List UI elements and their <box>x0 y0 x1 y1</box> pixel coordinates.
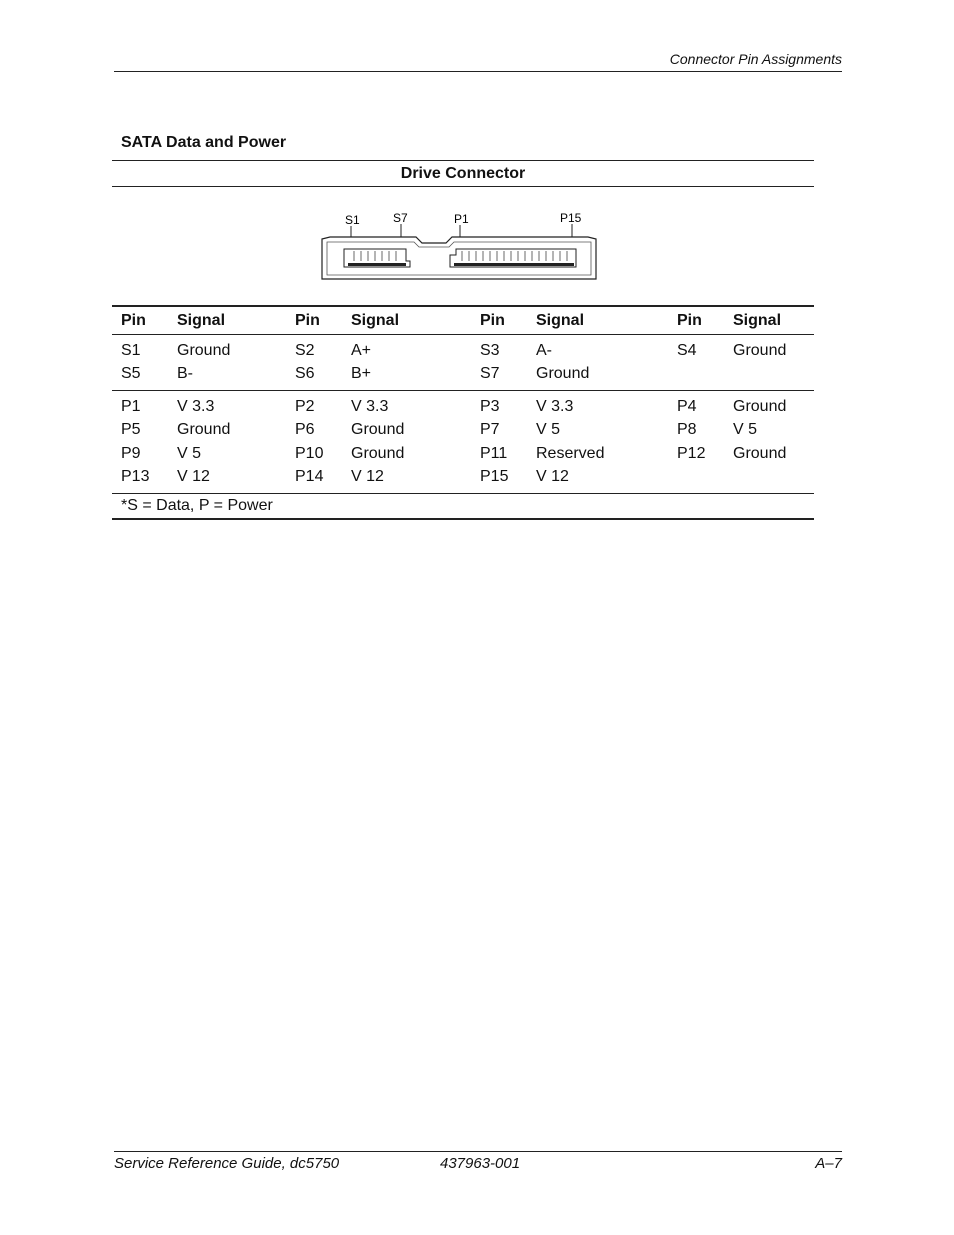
table-cell: P9 <box>121 444 141 462</box>
table-cell: V 12 <box>351 468 384 486</box>
table-cell: Ground <box>177 421 231 439</box>
footer-part-number: 437963-001 <box>440 1155 521 1172</box>
table-cell: P14 <box>295 468 324 486</box>
pin-assignment-table-block <box>112 160 814 520</box>
table-note-row <box>112 494 814 519</box>
table-cell: P7 <box>480 421 500 439</box>
table-cell: A- <box>536 341 552 359</box>
table-cell: V 3.3 <box>168 391 286 419</box>
table-cell: S2 <box>295 341 315 359</box>
table-cell: Reserved <box>536 444 605 462</box>
table-cell: P13 <box>121 468 150 486</box>
table-cell: P4 <box>668 391 724 419</box>
power-pins-group <box>112 391 814 494</box>
column-header: Signal <box>177 311 226 329</box>
table-cell: Ground <box>733 341 787 359</box>
table-cell: Ground <box>733 444 787 462</box>
header-rule <box>114 71 842 72</box>
footer-page-number: A–7 <box>815 1155 842 1172</box>
table-cell: Ground <box>536 365 590 383</box>
table-cell: S5 <box>121 365 141 383</box>
footer-guide-title: Service Reference Guide, dc5750 <box>114 1155 340 1172</box>
footer-rule <box>114 1151 842 1152</box>
label-s7: S7 <box>393 211 408 225</box>
table-cell: Ground <box>351 421 405 439</box>
table-cell: V 3.3 <box>527 391 668 419</box>
table-cell: P11 <box>480 444 508 462</box>
connector-diagram-area <box>112 187 814 305</box>
table-cell: P15 <box>480 468 509 486</box>
table-cell <box>724 363 814 391</box>
running-header: Connector Pin Assignments <box>669 51 842 67</box>
table-cell: B- <box>177 365 193 383</box>
label-p1: P1 <box>454 212 469 226</box>
table-cell: P5 <box>121 421 141 439</box>
table-row <box>112 363 814 391</box>
table-cell: Ground <box>724 391 814 419</box>
table-cell: B+ <box>351 365 372 383</box>
table-cell <box>724 466 814 494</box>
table-cell: P12 <box>677 444 706 462</box>
table-cell: V 5 <box>536 421 561 439</box>
table-row <box>112 442 814 466</box>
column-header: Signal <box>733 311 782 329</box>
column-header: Pin <box>677 311 702 329</box>
table-cell: V 3.3 <box>342 391 471 419</box>
table-cell: P10 <box>295 444 324 462</box>
table-note: *S = Data, P = Power <box>112 494 814 519</box>
sata-connector-diagram <box>318 211 598 281</box>
label-p15: P15 <box>560 211 582 225</box>
table-cell: Ground <box>177 341 231 359</box>
column-header: Signal <box>536 311 585 329</box>
table-row <box>112 335 814 363</box>
table-cell <box>668 363 724 391</box>
table-cell: P1 <box>112 391 168 419</box>
table-row <box>112 391 814 419</box>
table-header-row <box>112 306 814 335</box>
data-pins-group <box>112 335 814 391</box>
table-cell <box>668 466 724 494</box>
table-cell: P6 <box>295 421 315 439</box>
table-cell: P3 <box>471 391 527 419</box>
column-header: Pin <box>121 311 146 329</box>
table-cell: V 5 <box>177 444 202 462</box>
table-cell: Ground <box>351 444 405 462</box>
column-header: Signal <box>351 311 400 329</box>
table-cell: S6 <box>295 365 315 383</box>
table-cell: V 12 <box>177 468 210 486</box>
table-cell: S1 <box>121 341 141 359</box>
label-s1: S1 <box>345 213 360 227</box>
table-cell: S7 <box>480 365 500 383</box>
section-title: SATA Data and Power <box>121 134 287 151</box>
figure-caption: Drive Connector <box>112 160 814 187</box>
table-cell: S4 <box>677 341 697 359</box>
table-cell: P8 <box>677 421 697 439</box>
column-header: Pin <box>295 311 320 329</box>
table-cell: S3 <box>480 341 500 359</box>
table-cell: V 5 <box>733 421 758 439</box>
table-cell: P2 <box>286 391 342 419</box>
table-row <box>112 419 814 443</box>
table-cell: A+ <box>351 341 372 359</box>
pin-table <box>112 305 814 520</box>
table-cell: V 12 <box>536 468 569 486</box>
column-header: Pin <box>480 311 505 329</box>
table-row <box>112 466 814 494</box>
